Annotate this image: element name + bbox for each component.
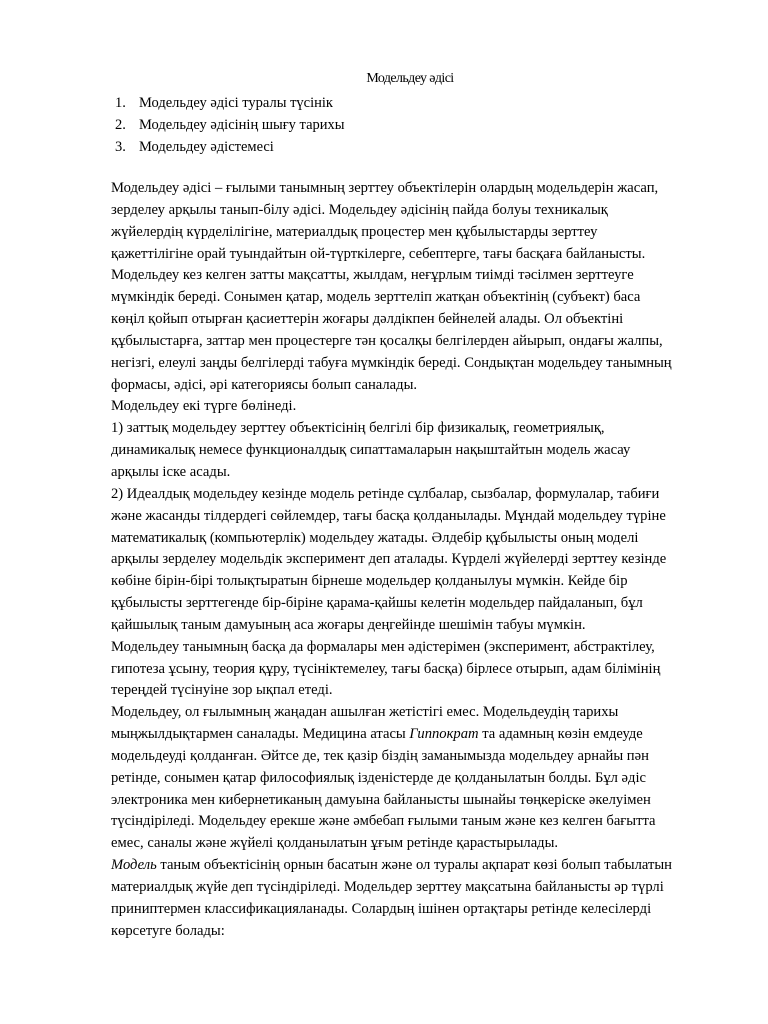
body-line — [111, 724, 711, 746]
body-line-segment: таным объектісінің орнын басатын және ол туралы ақпарат көзі болып табылатын — [156, 857, 672, 874]
hippocrates-name: Гиппократ — [409, 726, 479, 743]
toc-item-number: 2. — [115, 117, 126, 133]
toc-item-number: 3. — [115, 139, 126, 155]
body-line: Модельдеу танымның басқа да формалары мен әдістерімен (эксперимент, абстрактілеу, — [111, 638, 655, 655]
toc-item — [112, 92, 345, 114]
body-line: тереңдей түсінуіне зор ықпал етеді. — [111, 682, 333, 699]
body-line: ретінде, сонымен қатар философиялық ізденістерде де қолданылатын болды. Бұл әдіс — [111, 769, 646, 786]
body-line: математикалық (компьютерлік) модельдеу жатады. Әлдебір құбылысты оның моделі — [111, 529, 639, 546]
body-line — [111, 855, 711, 877]
document-title: Модельдеу әдісі — [366, 71, 454, 86]
body-line: көбіне бірін-бірі толықтыратын бірнеше модельдер қолданылуы мүмкін. Кейде бір — [111, 573, 628, 590]
body-line: модельдеуді қолданған. Әйтсе де, тек қазір біздің заманымызда модельдеу арнайы пән — [111, 747, 649, 764]
toc-item-text: Модельдеу әдістемесі — [139, 139, 274, 155]
toc-item-text: Модельдеу әдісінің шығу тарихы — [139, 117, 345, 133]
body-line: түсіндіріледі. Модельдеу ерекше және әмбебап ғылыми таным және кез келген бағытта — [111, 813, 656, 830]
body-line: Модельдеу, ол ғылымның жаңадан ашылған жетістігі емес. Модельдеудің тарихы — [111, 704, 619, 721]
body-line: гипотеза ұсыну, теория құру, түсініктемелеу, тағы басқа) бірлесе отырып, адам білімінің — [111, 660, 661, 677]
body-line: емес, саналы және жүйелі қолданылатын ұғым ретінде қарастырылады. — [111, 835, 559, 852]
body-line-segment: та адамның көзін емдеуде — [478, 726, 643, 743]
body-line: жүйелердің күрделілігіне, материалдық процестер мен құбылыстарды зерттеу — [111, 223, 598, 240]
body-line: приниптермен классификацияланады. Солардың ішінен ортақтары ретінде келесілерді — [111, 900, 652, 917]
table-of-contents — [112, 92, 345, 158]
body-line: Модельдеу екі түрге бөлінеді. — [111, 398, 297, 415]
body-line: динамикалық немесе функционалдық сипаттамаларын нақыштайтын модель жасау — [111, 442, 631, 459]
body-line: электроника мен кибернетиканың дамуына байланысты шынайы төңкеріске әкелуімен — [111, 791, 651, 808]
document-body — [111, 178, 711, 943]
body-line: көрсетуге болады: — [111, 922, 225, 939]
body-line: Модельдеу әдісі – ғылыми танымның зерттеу объектілерін олардың модельдерін жасап, — [111, 180, 659, 196]
body-line: 2) Идеалдық модельдеу кезінде модель ретінде сұлбалар, сызбалар, формулалар, табиғи — [111, 485, 660, 502]
body-line: негізгі, елеулі заңды белгілерді табуға мүмкіндік береді. Сондықтан модельдеу танымның — [111, 354, 672, 371]
body-line: мүмкіндік береді. Сонымен қатар, модель зерттеліп жатқан объектінің (субъект) баса — [111, 289, 641, 306]
body-line: арқылы іске асады. — [111, 463, 231, 480]
body-line: қажеттілігіне орай туындайтын ой-түрткілерге, себептерге, тағы басқаға байланысты. — [111, 245, 646, 262]
body-line: материалдық жүйе деп түсіндіріледі. Модельдер зерттеу мақсатына байланысты әр түрлі — [111, 879, 664, 895]
toc-item-text: Модельдеу әдісі туралы түсінік — [139, 95, 333, 111]
body-line: көңіл қойып отырған қасиеттерін жоғары дәлдікпен бейнелей алады. Ол объектіні — [111, 311, 624, 328]
body-line: құбылыстарға, заттар мен процестерге тән қосалқы белгілерден айырып, ондағы жалпы, — [111, 332, 663, 349]
body-line: құбылысты зерттегенде бір-біріне қарама-қайшы келетін модельдер пайдаланып, бұл — [111, 595, 643, 612]
body-line: және жасанды тілдердегі сөйлемдер, тағы басқа қолданылады. Мұндай модельдеу түріне — [111, 507, 666, 524]
body-line: Модельдеу кез келген затты мақсатты, жылдам, неғұрлым тиімді тәсілмен зерттеуге — [111, 267, 634, 284]
toc-item — [112, 114, 345, 136]
toc-item — [112, 136, 345, 158]
body-line: формасы, әдісі, әрі категориясы болып саналады. — [111, 376, 418, 393]
body-line: 1) заттық модельдеу зерттеу объектісінің белгілі бір физикалық, геометриялық, — [111, 420, 605, 437]
body-line: зерделеу арқылы танып-білу әдісі. Модельдеу әдісінің пайда болуы техникалық — [111, 201, 608, 218]
body-line: арқылы зерделеу модельдік эксперимент деп аталады. Күрделі жүйелерді зерттеу кезінде — [111, 551, 667, 568]
body-line: қайшылық таным дамуының аса жоғары деңгейінде шешімін табуы мүмкін. — [111, 616, 586, 633]
body-line-segment: мыңжылдықтармен саналады. Медицина атасы — [111, 726, 410, 743]
model-term: Модель — [111, 857, 157, 874]
toc-item-number: 1. — [115, 95, 126, 111]
